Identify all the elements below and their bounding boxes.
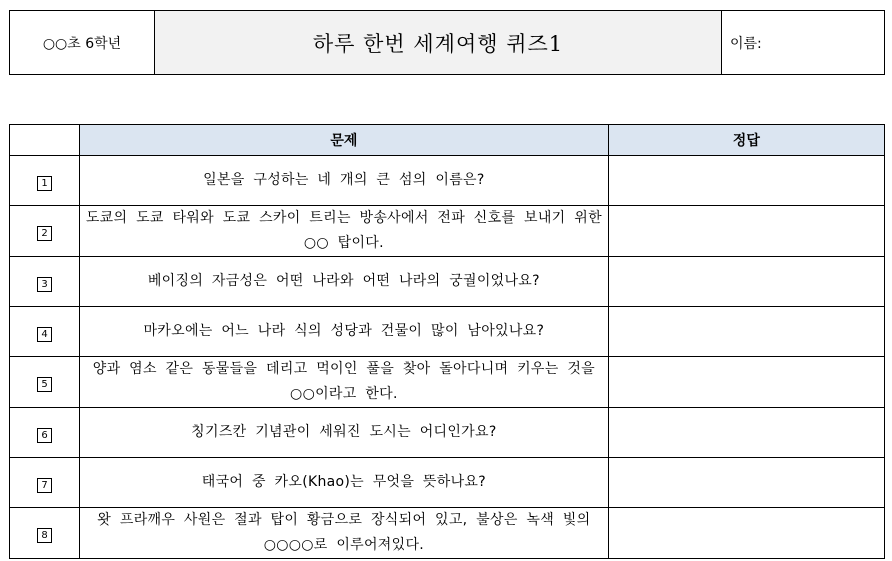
- question-number-box: 4: [37, 327, 52, 342]
- answer-cell[interactable]: [608, 257, 884, 307]
- question-column-header: 문제: [80, 125, 609, 156]
- question-text: 양과 염소 같은 동물들을 데리고 먹이인 풀을 찾아 돌아다니며 키우는 것을 ○○이라고 한다.: [80, 357, 609, 408]
- table-row: [10, 357, 885, 408]
- answer-cell[interactable]: [608, 307, 884, 357]
- answer-cell[interactable]: [608, 206, 884, 257]
- question-text: 왓 프라깨우 사원은 절과 탑이 황금으로 장식되어 있고, 불상은 녹색 빛의 ○○○○로 이루어져있다.: [80, 508, 609, 559]
- question-text: 칭기즈칸 기념관이 세워진 도시는 어디인가요?: [80, 408, 609, 458]
- answer-cell[interactable]: [608, 156, 884, 206]
- question-number-box: 3: [37, 277, 52, 292]
- table-row: [10, 458, 885, 508]
- table-row: [10, 408, 885, 458]
- question-number-cell: [10, 408, 80, 458]
- question-number-cell: [10, 458, 80, 508]
- question-number-box: 7: [37, 478, 52, 493]
- quiz-header-row: [10, 125, 885, 156]
- question-number-cell: [10, 357, 80, 408]
- answer-cell[interactable]: [608, 408, 884, 458]
- question-text: 베이징의 자금성은 어떤 나라와 어떤 나라의 궁궐이었나요?: [80, 257, 609, 307]
- question-number-box: 2: [37, 226, 52, 241]
- question-text: 도쿄의 도쿄 타워와 도쿄 스카이 트리는 방송사에서 전파 신호를 보내기 위한 ○○ 탑이다.: [80, 206, 609, 257]
- question-text: 태국어 중 카오(Khao)는 무엇을 뜻하나요?: [80, 458, 609, 508]
- question-number-box: 6: [37, 428, 52, 443]
- question-number-box: 5: [37, 377, 52, 392]
- question-number-cell: [10, 508, 80, 559]
- question-number-cell: [10, 156, 80, 206]
- quiz-table: [9, 124, 885, 559]
- question-text: 마카오에는 어느 나라 식의 성당과 건물이 많이 남아있나요?: [80, 307, 609, 357]
- header-table: [9, 10, 885, 75]
- answer-cell[interactable]: [608, 508, 884, 559]
- table-row: [10, 508, 885, 559]
- page-title: 하루 한번 세계여행 퀴즈1: [155, 11, 722, 75]
- question-number-cell: [10, 257, 80, 307]
- name-field-label[interactable]: 이름:: [722, 11, 885, 75]
- table-row: [10, 307, 885, 357]
- table-row: [10, 156, 885, 206]
- question-number-box: 8: [37, 528, 52, 543]
- table-row: [10, 206, 885, 257]
- answer-cell[interactable]: [608, 458, 884, 508]
- question-number-box: 1: [37, 176, 52, 191]
- answer-cell[interactable]: [608, 357, 884, 408]
- table-row: [10, 257, 885, 307]
- question-number-cell: [10, 206, 80, 257]
- answer-column-header: 정답: [608, 125, 884, 156]
- school-grade-label: ○○초 6학년: [10, 11, 155, 75]
- number-column-header: [10, 125, 80, 156]
- question-text: 일본을 구성하는 네 개의 큰 섬의 이름은?: [80, 156, 609, 206]
- question-number-cell: [10, 307, 80, 357]
